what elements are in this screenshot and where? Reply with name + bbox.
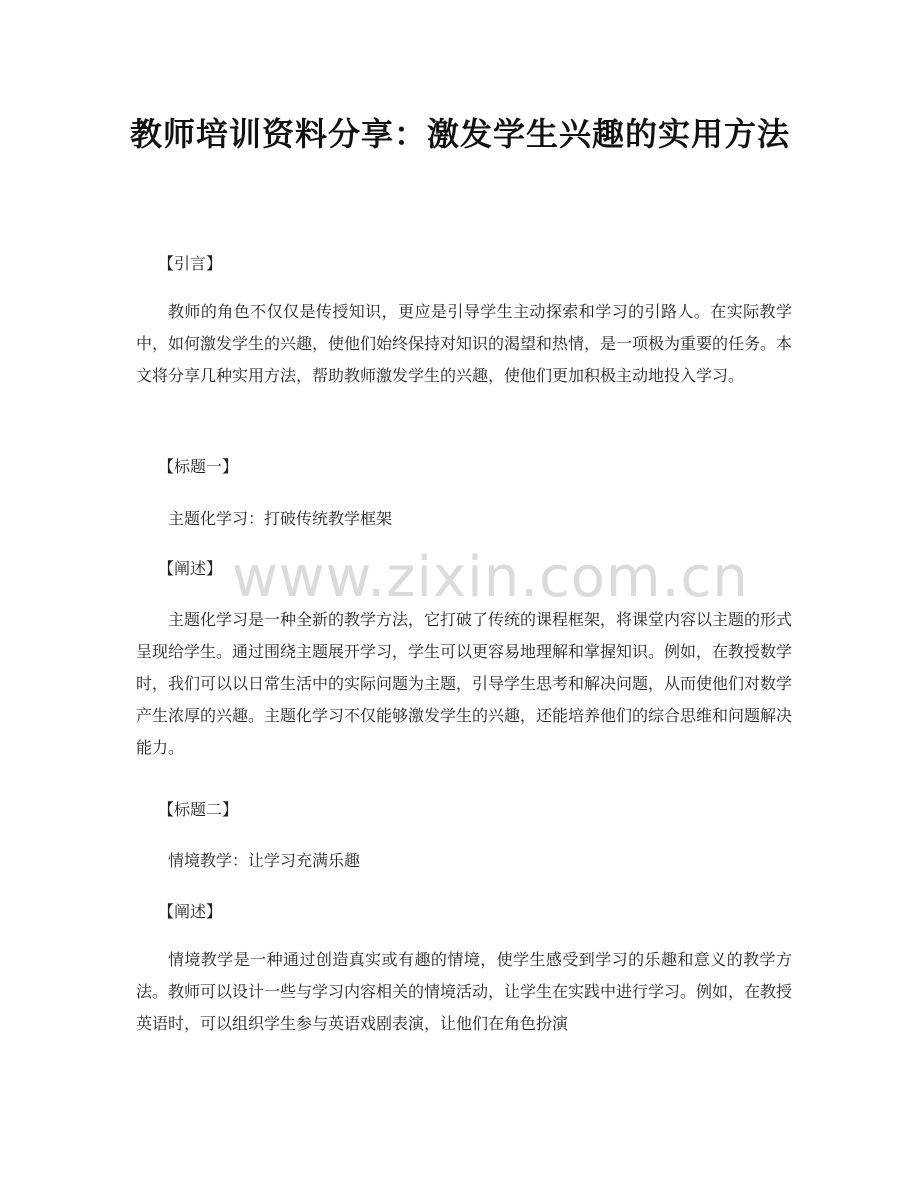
section2-heading: 情境教学：让学习充满乐趣: [168, 851, 361, 870]
document-title: 教师培训资料分享：激发学生兴趣的实用方法: [129, 115, 790, 153]
section1-label: 【标题一】: [158, 457, 239, 476]
section1-desc-label: 【阐述】: [158, 559, 223, 578]
section1-heading: 主题化学习：打破传统教学框架: [168, 509, 393, 528]
section1-paragraph: 主题化学习是一种全新的教学方法，它打破了传统的课程框架，将课堂内容以主题的形式呈现给学生。通过围绕主题展开学习，学生可以更容易地理解和掌握知识。例如，在教授数学时，我们可以以日常生活中的实际问题为主题，引导学生思考和解决问题，从而使他们对数学产生浓厚的兴趣。主题化学习不仅能够激发学生的兴趣，还能培养他们的综合思维和问题解决能力。: [136, 610, 793, 757]
intro-label: 【引言】: [158, 254, 223, 273]
watermark: www.zixin.com.cn: [232, 545, 749, 610]
section2-paragraph: 情境教学是一种通过创造真实或有趣的情境，使学生感受到学习的乐趣和意义的教学方法。教师可以设计一些与学习内容相关的情境活动，让学生在实践中进行学习。例如，在教授英语时，可以组织学生参与英语戏剧表演，让他们在角色扮演: [136, 950, 793, 1033]
intro-paragraph: 教师的角色不仅仅是传授知识，更应是引导学生主动探索和学习的引路人。在实际教学中，如何激发学生的兴趣，使他们始终保持对知识的渴望和热情，是一项极为重要的任务。本文将分享几种实用方法，帮助教师激发学生的兴趣，使他们更加积极主动地投入学习。: [136, 302, 793, 385]
section2-label: 【标题二】: [158, 800, 239, 819]
section2-desc-label: 【阐述】: [158, 902, 223, 921]
